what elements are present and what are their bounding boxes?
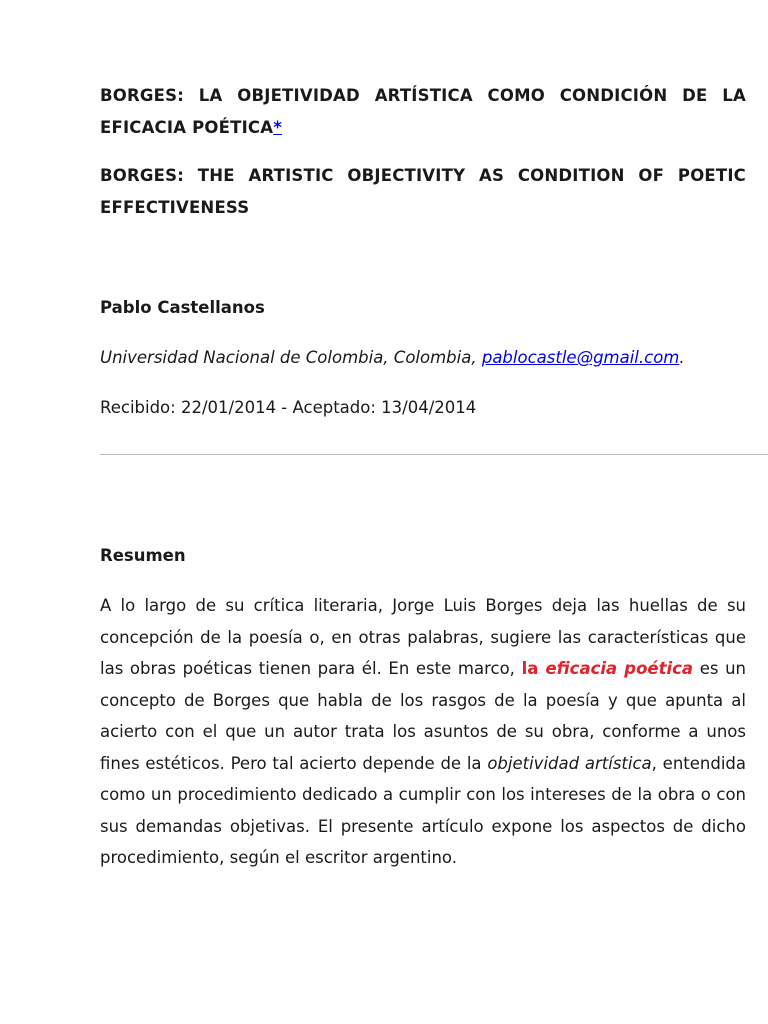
title-spanish [100, 80, 746, 144]
abstract-body [100, 590, 746, 874]
section-divider [100, 454, 768, 455]
title-english: BORGES: THE ARTISTIC OBJECTIVITY AS CONDITION OF POETIC EFFECTIVENESS [100, 166, 746, 217]
title-spanish-text: BORGES: LA OBJETIVIDAD ARTÍSTICA COMO CONDICIÓN DE LA EFICACIA POÉTICA [100, 86, 746, 137]
abstract-text-part3: , entendida como un procedimiento dedicado a cumplir con los intereses de la obra o con sus demandas objetivas. El presente artículo expone los aspectos de dicho procedimiento, según el escritor argentino. [100, 753, 747, 867]
affiliation-period: . [679, 348, 685, 367]
highlight-term: eficacia poética [545, 659, 694, 678]
affiliation-text: Universidad Nacional de Colombia, Colombia, [100, 348, 482, 367]
italic-term: objetividad artística [487, 753, 652, 773]
abstract-heading: Resumen [100, 546, 186, 565]
received-accepted-dates: Recibido: 22/01/2014 - Aceptado: 13/04/2014 [100, 398, 477, 417]
abstract-text-part1: A lo largo de su crítica literaria, Jorge Luis Borges deja las huellas de su concepción de la poesía o, en otras palabras, sugiere las características que las obras poéticas tienen para él. En este marco, [100, 596, 746, 678]
author-affiliation [100, 346, 746, 370]
email-link[interactable]: pablocastle@gmail.com [481, 348, 680, 367]
abstract-text-part2: es un concepto de Borges que habla de los rasgos de la poesía y que apunta al acierto con el que un autor trata los asuntos de su obra, conforme a unos fines estéticos. Pero tal acierto depende de la [100, 659, 746, 773]
footnote-link[interactable]: * [273, 118, 283, 137]
highlight-article: la [521, 659, 546, 678]
author-name: Pablo Castellanos [100, 298, 265, 317]
